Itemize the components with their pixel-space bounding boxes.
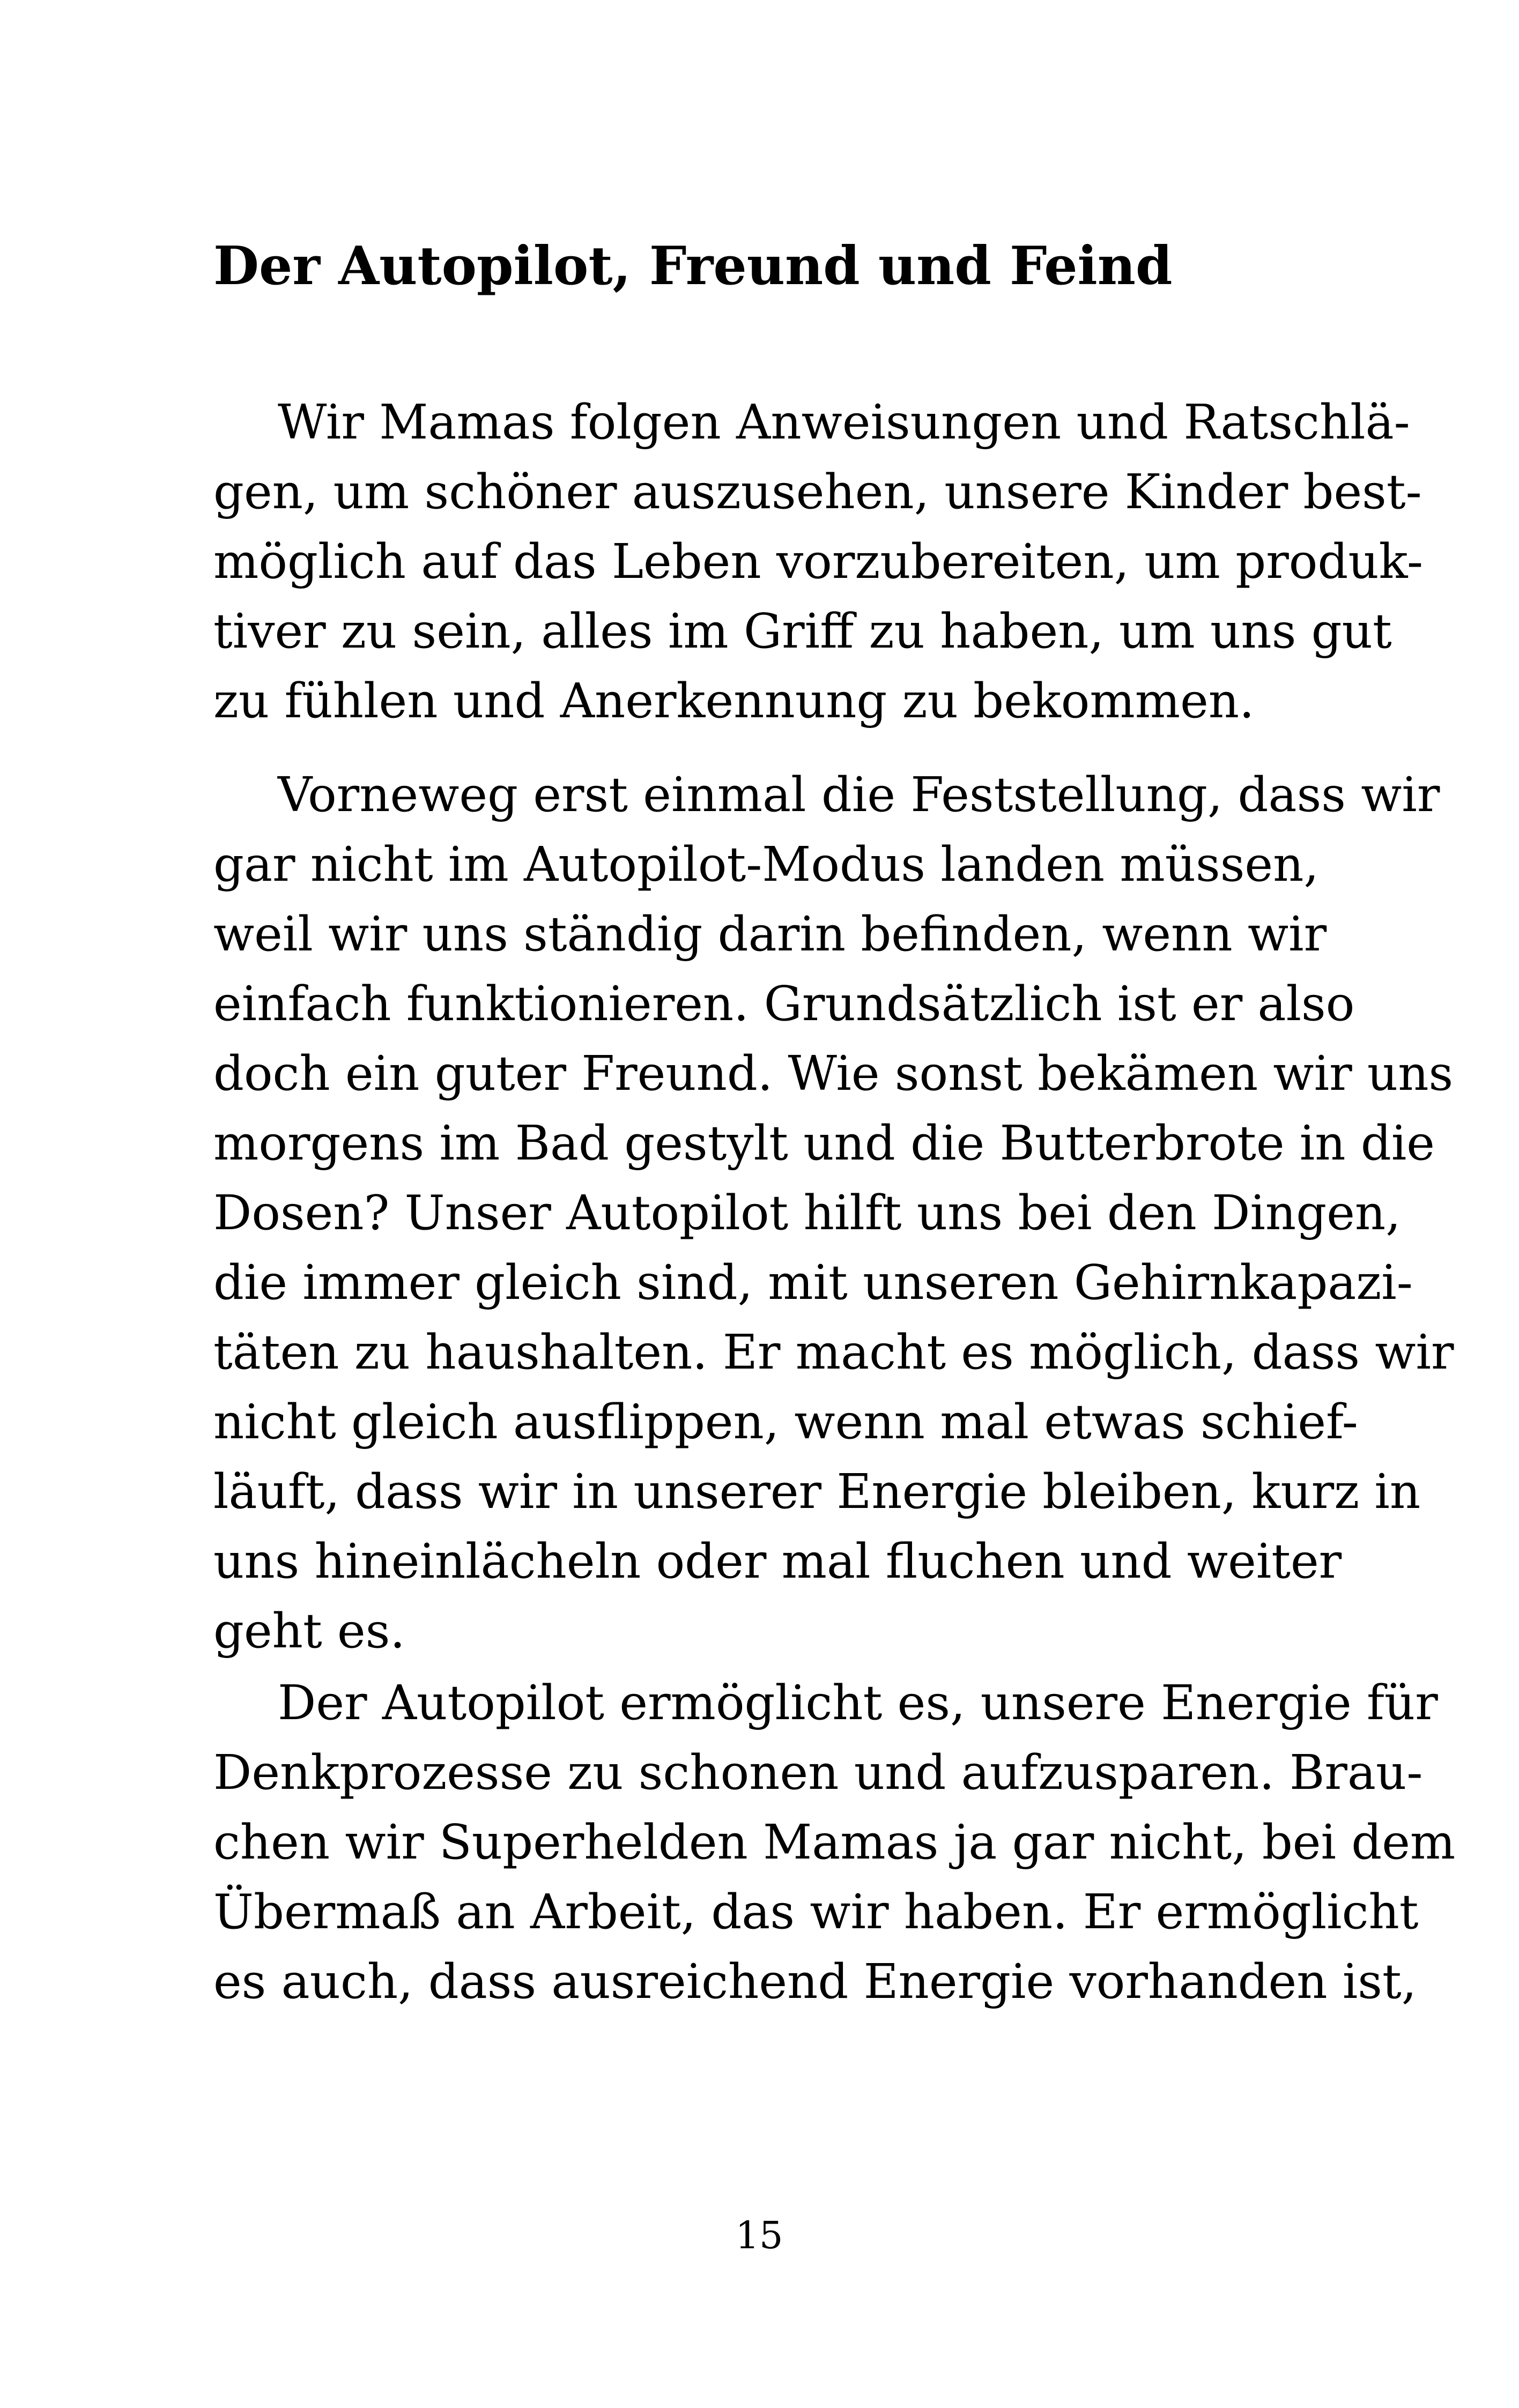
paragraph-line: möglich auf das Leben vorzubereiten, um produk- bbox=[213, 533, 1424, 589]
paragraph-3 bbox=[213, 1668, 1456, 2016]
paragraph-line: es auch, dass ausreichend Energie vorhanden ist, bbox=[213, 1953, 1417, 2009]
paragraph-line: uns hineinlächeln oder mal fluchen und weiter bbox=[213, 1533, 1342, 1589]
paragraph-line: morgens im Bad gestylt und die Butterbrote in die bbox=[213, 1115, 1435, 1171]
paragraph-line: die immer gleich sind, mit unseren Gehirnkapazi- bbox=[213, 1254, 1413, 1310]
paragraph-line: Dosen? Unser Autopilot hilft uns bei den Dingen, bbox=[213, 1185, 1401, 1240]
paragraph-line: tiver zu sein, alles im Griff zu haben, um uns gut bbox=[213, 603, 1392, 659]
paragraph-line: einfach funktionieren. Grundsätzlich ist er also bbox=[213, 976, 1355, 1031]
page-number: 15 bbox=[735, 2213, 783, 2257]
paragraph-line: zu fühlen und Anerkennung zu bekommen. bbox=[213, 673, 1255, 729]
paragraph-line: doch ein guter Freund. Wie sonst bekämen wir uns bbox=[213, 1045, 1454, 1101]
paragraph-line: täten zu haushalten. Er macht es möglich, dass wir bbox=[213, 1324, 1454, 1380]
paragraph-line: nicht gleich ausflippen, wenn mal etwas schief- bbox=[213, 1394, 1358, 1450]
paragraph-line: chen wir Superhelden Mamas ja gar nicht, bei dem bbox=[213, 1814, 1456, 1870]
paragraph-line: läuft, dass wir in unserer Energie bleiben, kurz in bbox=[213, 1463, 1421, 1519]
paragraph-line: geht es. bbox=[213, 1603, 405, 1659]
chapter-heading: Der Autopilot, Freund und Feind bbox=[213, 235, 1173, 297]
paragraph-line: Übermaß an Arbeit, das wir haben. Er ermöglicht bbox=[213, 1884, 1419, 1939]
paragraph-line: Denkprozesse zu schonen und aufzusparen. Brau- bbox=[213, 1744, 1423, 1800]
paragraph-line: Vorneweg erst einmal die Feststellung, dass wir bbox=[278, 767, 1440, 822]
paragraph-line: Wir Mamas folgen Anweisungen und Ratschlä- bbox=[278, 394, 1410, 450]
paragraph-line: gen, um schöner auszusehen, unsere Kinder best- bbox=[213, 464, 1422, 519]
paragraph-line: gar nicht im Autopilot-Modus landen müssen, bbox=[213, 836, 1319, 892]
paragraph-line: Der Autopilot ermöglicht es, unsere Energie für bbox=[278, 1675, 1438, 1730]
paragraph-2 bbox=[213, 760, 1454, 1666]
paragraph-1 bbox=[213, 387, 1424, 735]
paragraph-line: weil wir uns ständig darin befinden, wenn wir bbox=[213, 906, 1327, 962]
